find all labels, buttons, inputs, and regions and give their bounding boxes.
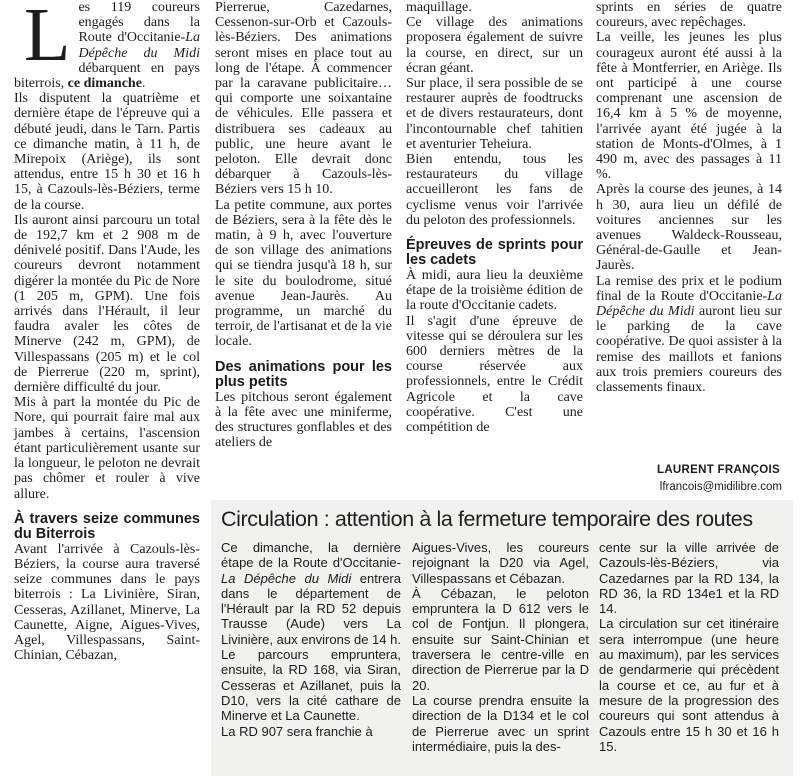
paragraph: À Cébazan, le peloton empruntera la D 612 vers le col de Fontjun. Il plongera, ensuite sur Saint-Chinian et traversera le centre-ville en direction de Pierrerue par la D 20. <box>412 585 589 693</box>
paragraph: La circulation sur cet itinéraire sera interrompue (une heure au maximum), par les services de gendarmerie qui précèdent la course et ce, au fur et à mesure de la progression des coureurs qui sont attendus à Cazouls entre 15 h 30 et 16 h 15. <box>599 616 779 754</box>
article-column-3 <box>406 0 583 435</box>
paragraph: La remise des prix et le podium final de la Route d'Occitanie-La Dépêche du Midi auront lieu sur le parking de la cave coopérative. De quoi assister à la remise des maillots et fanions aux trois premiers coureurs des classements finaux. <box>596 273 782 396</box>
paragraph: Les pitchous seront également à la fête avec une miniferme, des structures gonflables et des ateliers de <box>215 389 392 451</box>
paragraph: Ils disputent la quatrième et dernière étape de l'épreuve qui a débuté jeudi, dans le Tarn. Partis ce dimanche matin, à 11 h, de Mirepoix (Ariège), ils sont attendus, entre 15 h 30 et 16 h 15, à Cazouls-lès-Béziers, terme de la course. <box>14 91 200 213</box>
paragraph: À midi, aura lieu la deuxième étape de la troisième édition de la route d'Occitanie cadets. <box>406 268 583 314</box>
subheading-animations: Des animations pour les plus petits <box>215 358 392 390</box>
paragraph: Il s'agit d'une épreuve de vitesse qui se déroulera sur les 600 derniers mètres de la course réservée aux professionnels, entre le Crédit Agricole et la cave coopérative. C'est une compétition de <box>406 313 583 436</box>
paragraph: sprints en séries de quatre coureurs, avec repêchages. <box>596 0 782 31</box>
drop-cap: L <box>24 0 71 77</box>
box-column-2 <box>412 540 589 754</box>
paragraph: Pierrerue, Cazedarnes, Cessenon-sur-Orb et Cazouls-lès-Béziers. Des animations seront mises en place tout au long de l'étape. À commencer par la caravane publicitaire… qui comporte une soixantaine de véhicules. Elle passera et distribuera ses cadeaux au public, une heure avant le peloton. Elle devrait donc débarquer à Cazouls-lès-Béziers vers 15 h 10. <box>215 0 392 198</box>
paragraph: Après la course des jeunes, à 14 h 30, aura lieu un défilé de voitures anciennes sur les avenues Waldeck-Rousseau, Général-de-Gaulle et Jean-Jaurès. <box>596 182 782 274</box>
subheading-sprints: Épreuves de sprints pour les cadets <box>406 237 583 269</box>
article-column-4 <box>596 0 782 395</box>
paragraph: Mis à part la montée du Pic de Nore, qui pourrait faire mal aux jambes à certains, l'ascension étant particulièrement usante sur la longueur, le peloton ne devrait pas chômer et rouler à vive allure. <box>14 395 200 502</box>
paragraph: Ce dimanche, la dernière étape de la Route d'Occitanie-La Dépêche du Midi entrera dans le département de l'Hérault par la RD 52 depuis Trausse (Aude) vers La Livinière, aux environs de 14 h. <box>221 540 401 647</box>
paragraph: La course prendra ensuite la direction de la D134 et le col de Pierrerue avec un sprint intermédiaire, puis la des- <box>412 692 589 754</box>
paragraph: Sur place, il sera possible de se restaurer auprès de foodtrucks et de divers restaurateurs, dont l'incontournable chef tahitien et aventurier Teheiura. <box>406 76 583 152</box>
author-byline: LAURENT FRANÇOIS <box>657 464 780 476</box>
paragraph: La petite commune, aux portes de Béziers, sera à la fête dès le matin, à 9 h, avec l'ouverture de son village des animations qui se tiendra jusqu'à 18 h, sur le site du boulodrome, situé avenue Jean-Jaurès. Au programme, un marché du terroir, de l'artisanat et de la vie locale. <box>215 197 392 350</box>
box-title: Circulation : attention à la fermeture temporaire des routes <box>221 507 753 531</box>
circulation-box <box>211 500 793 776</box>
article-column-1 <box>14 0 200 663</box>
paragraph: Avant l'arrivée à Cazouls-lès-Béziers, la course aura traversé seize communes dans le pays biterrois : La Livinière, Siran, Cesseras, Azillanet, Minerve, La Caunette, Aigne, Aigues-Vives, Agel, Villespassans, Saint-Chinian, Cébazan, <box>14 541 200 664</box>
author-email: lfrancois@midilibre.com <box>659 481 782 493</box>
paragraph: maquillage. <box>406 0 472 15</box>
paragraph: La RD 907 sera franchie à <box>221 723 373 739</box>
lead-paragraph: Les 119 coureurs engagés dans la Route d'Occitanie-La Dépêche du Midi débarquent en pays biterrois, ce dimanche. <box>14 0 200 92</box>
paragraph: Aigues-Vives, les coureurs rejoignant la D20 via Agel, Villespassans et Cébazan. <box>412 540 589 586</box>
box-column-1 <box>221 540 401 739</box>
subheading-traverse: À travers seize communes du Biterrois <box>14 510 200 542</box>
article-column-2 <box>215 0 392 450</box>
paragraph: Ce village des animations proposera également de suivre la course, en direct, sur un écran géant. <box>406 15 583 76</box>
paragraph: Ils auront ainsi parcouru un total de 192,7 km et 2 908 m de dénivelé positif. Dans l'Aude, les coureurs devront notamment digérer la montée du Pic de Nore (1 205 m, GPM). Une fois arrivés dans l'Hérault, il leur faudra avaler les côtes de Minerve (242 m, GPM), de Villespassans (205 m) et le col de Pierrerue (220 m, sprint), dernière difficulté du jour. <box>14 212 200 396</box>
paragraph: cente sur la ville arrivée de Cazouls-lès-Béziers, via Cazedarnes par la RD 134, la RD 36, la RD 134e1 et la RD 14. <box>599 540 779 617</box>
paragraph: Le parcours empruntera, ensuite, la RD 168, via Siran, Cesseras et Azillanet, puis la D10, vers la cité cathare de Minerve et La Caunette. <box>221 647 401 724</box>
paragraph: Bien entendu, tous les restaurateurs du village accueilleront les fans de cyclisme venus voir l'arrivée du peloton des professionnels. <box>406 152 583 228</box>
paragraph: La veille, les jeunes les plus courageux auront été aussi à la fête à Montferrier, en Ariège. Ils ont participé à une course comprenant une ascension de 16,4 km à 5 % de moyenne, l'arrivée ayant été jugée à la station de Monts-d'Olmes, à 1 490 m, avec des passages à 11 %. <box>596 30 782 183</box>
box-column-3 <box>599 540 779 754</box>
